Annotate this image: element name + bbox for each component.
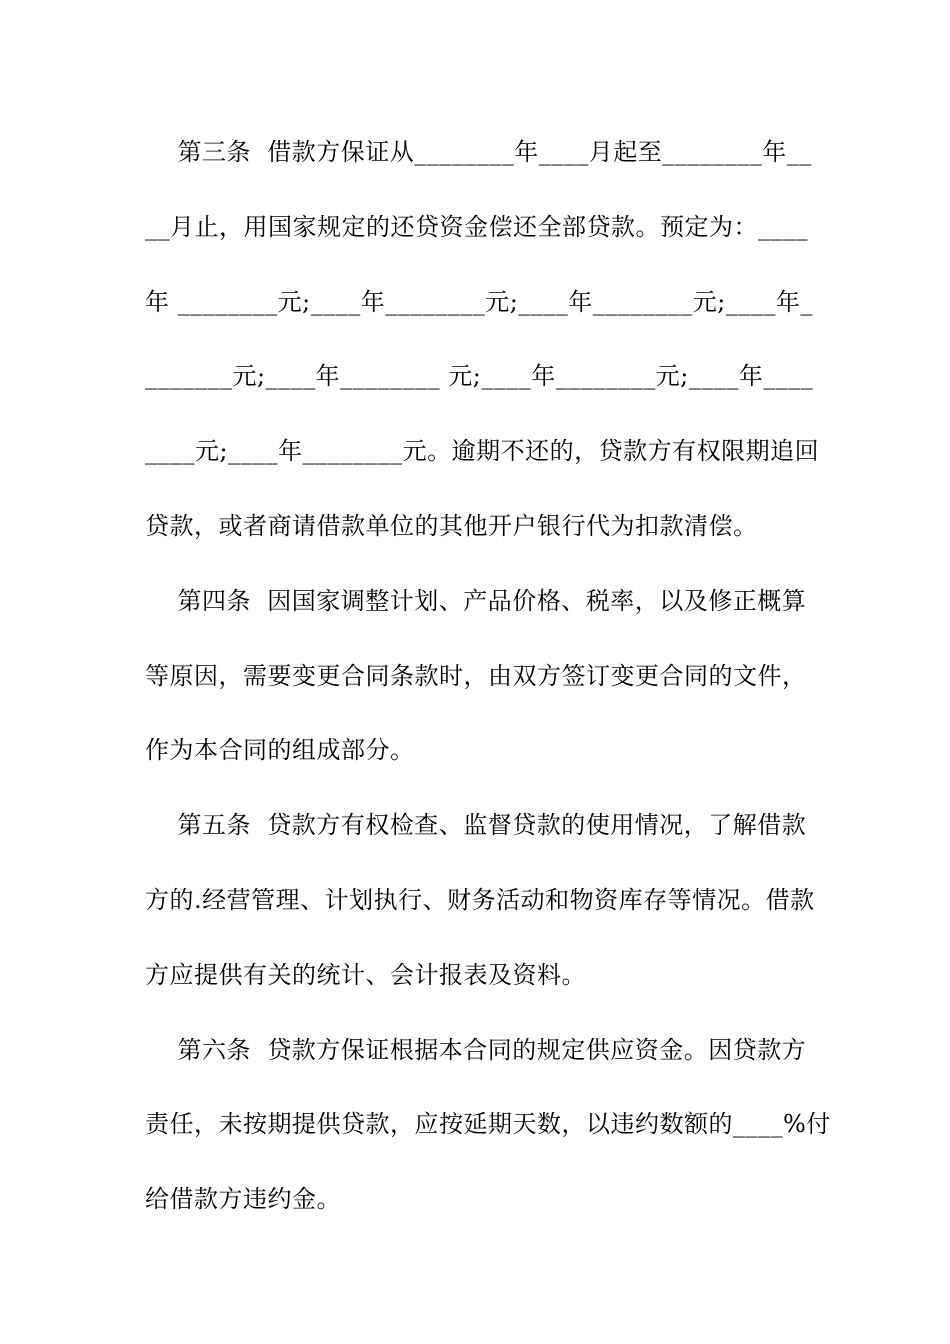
article-6-line-3: 给借款方违约金。 [145,1185,341,1213]
article-5-line-1: 第五条 贷款方有权检查、监督贷款的使用情况，了解借款 [145,811,807,839]
article-3-line-5: ____元;____年________元。逾期不还的，贷款方有权限期追回 [145,437,820,465]
article-6-line-1: 第六条 贷款方保证根据本合同的规定供应资金。因贷款方 [145,1036,807,1064]
article-3-line-3: 年 ________元;____年________元;____年________元;____年_ [145,288,813,316]
article-3-line-6: 贷款，或者商请借款单位的其他开户银行代为扣款清偿。 [145,512,758,540]
article-4-line-1: 第四条 因国家调整计划、产品价格、税率，以及修正概算 [145,587,807,615]
article-4-line-2: 等原因，需要变更合同条款时，由双方签订变更合同的文件， [145,662,807,690]
article-4-line-3: 作为本合同的组成部分。 [145,736,415,764]
article-5-line-2: 方的.经营管理、计划执行、财务活动和物资库存等情况。借款 [145,886,815,914]
article-3-line-4: _______元;____年________ 元;____年________元;____年____ [145,362,814,390]
article-5-line-3: 方应提供有关的统计、会计报表及资料。 [145,961,586,989]
article-3-line-1: 第三条 借款方保证从________年____月起至________年__ [145,138,812,166]
article-6-line-2: 责任，未按期提供贷款，应按延期天数，以违约数额的____%付 [145,1110,831,1138]
article-3-line-2: __月止，用国家规定的还贷资金偿还全部贷款。预定为：____ [145,213,808,241]
